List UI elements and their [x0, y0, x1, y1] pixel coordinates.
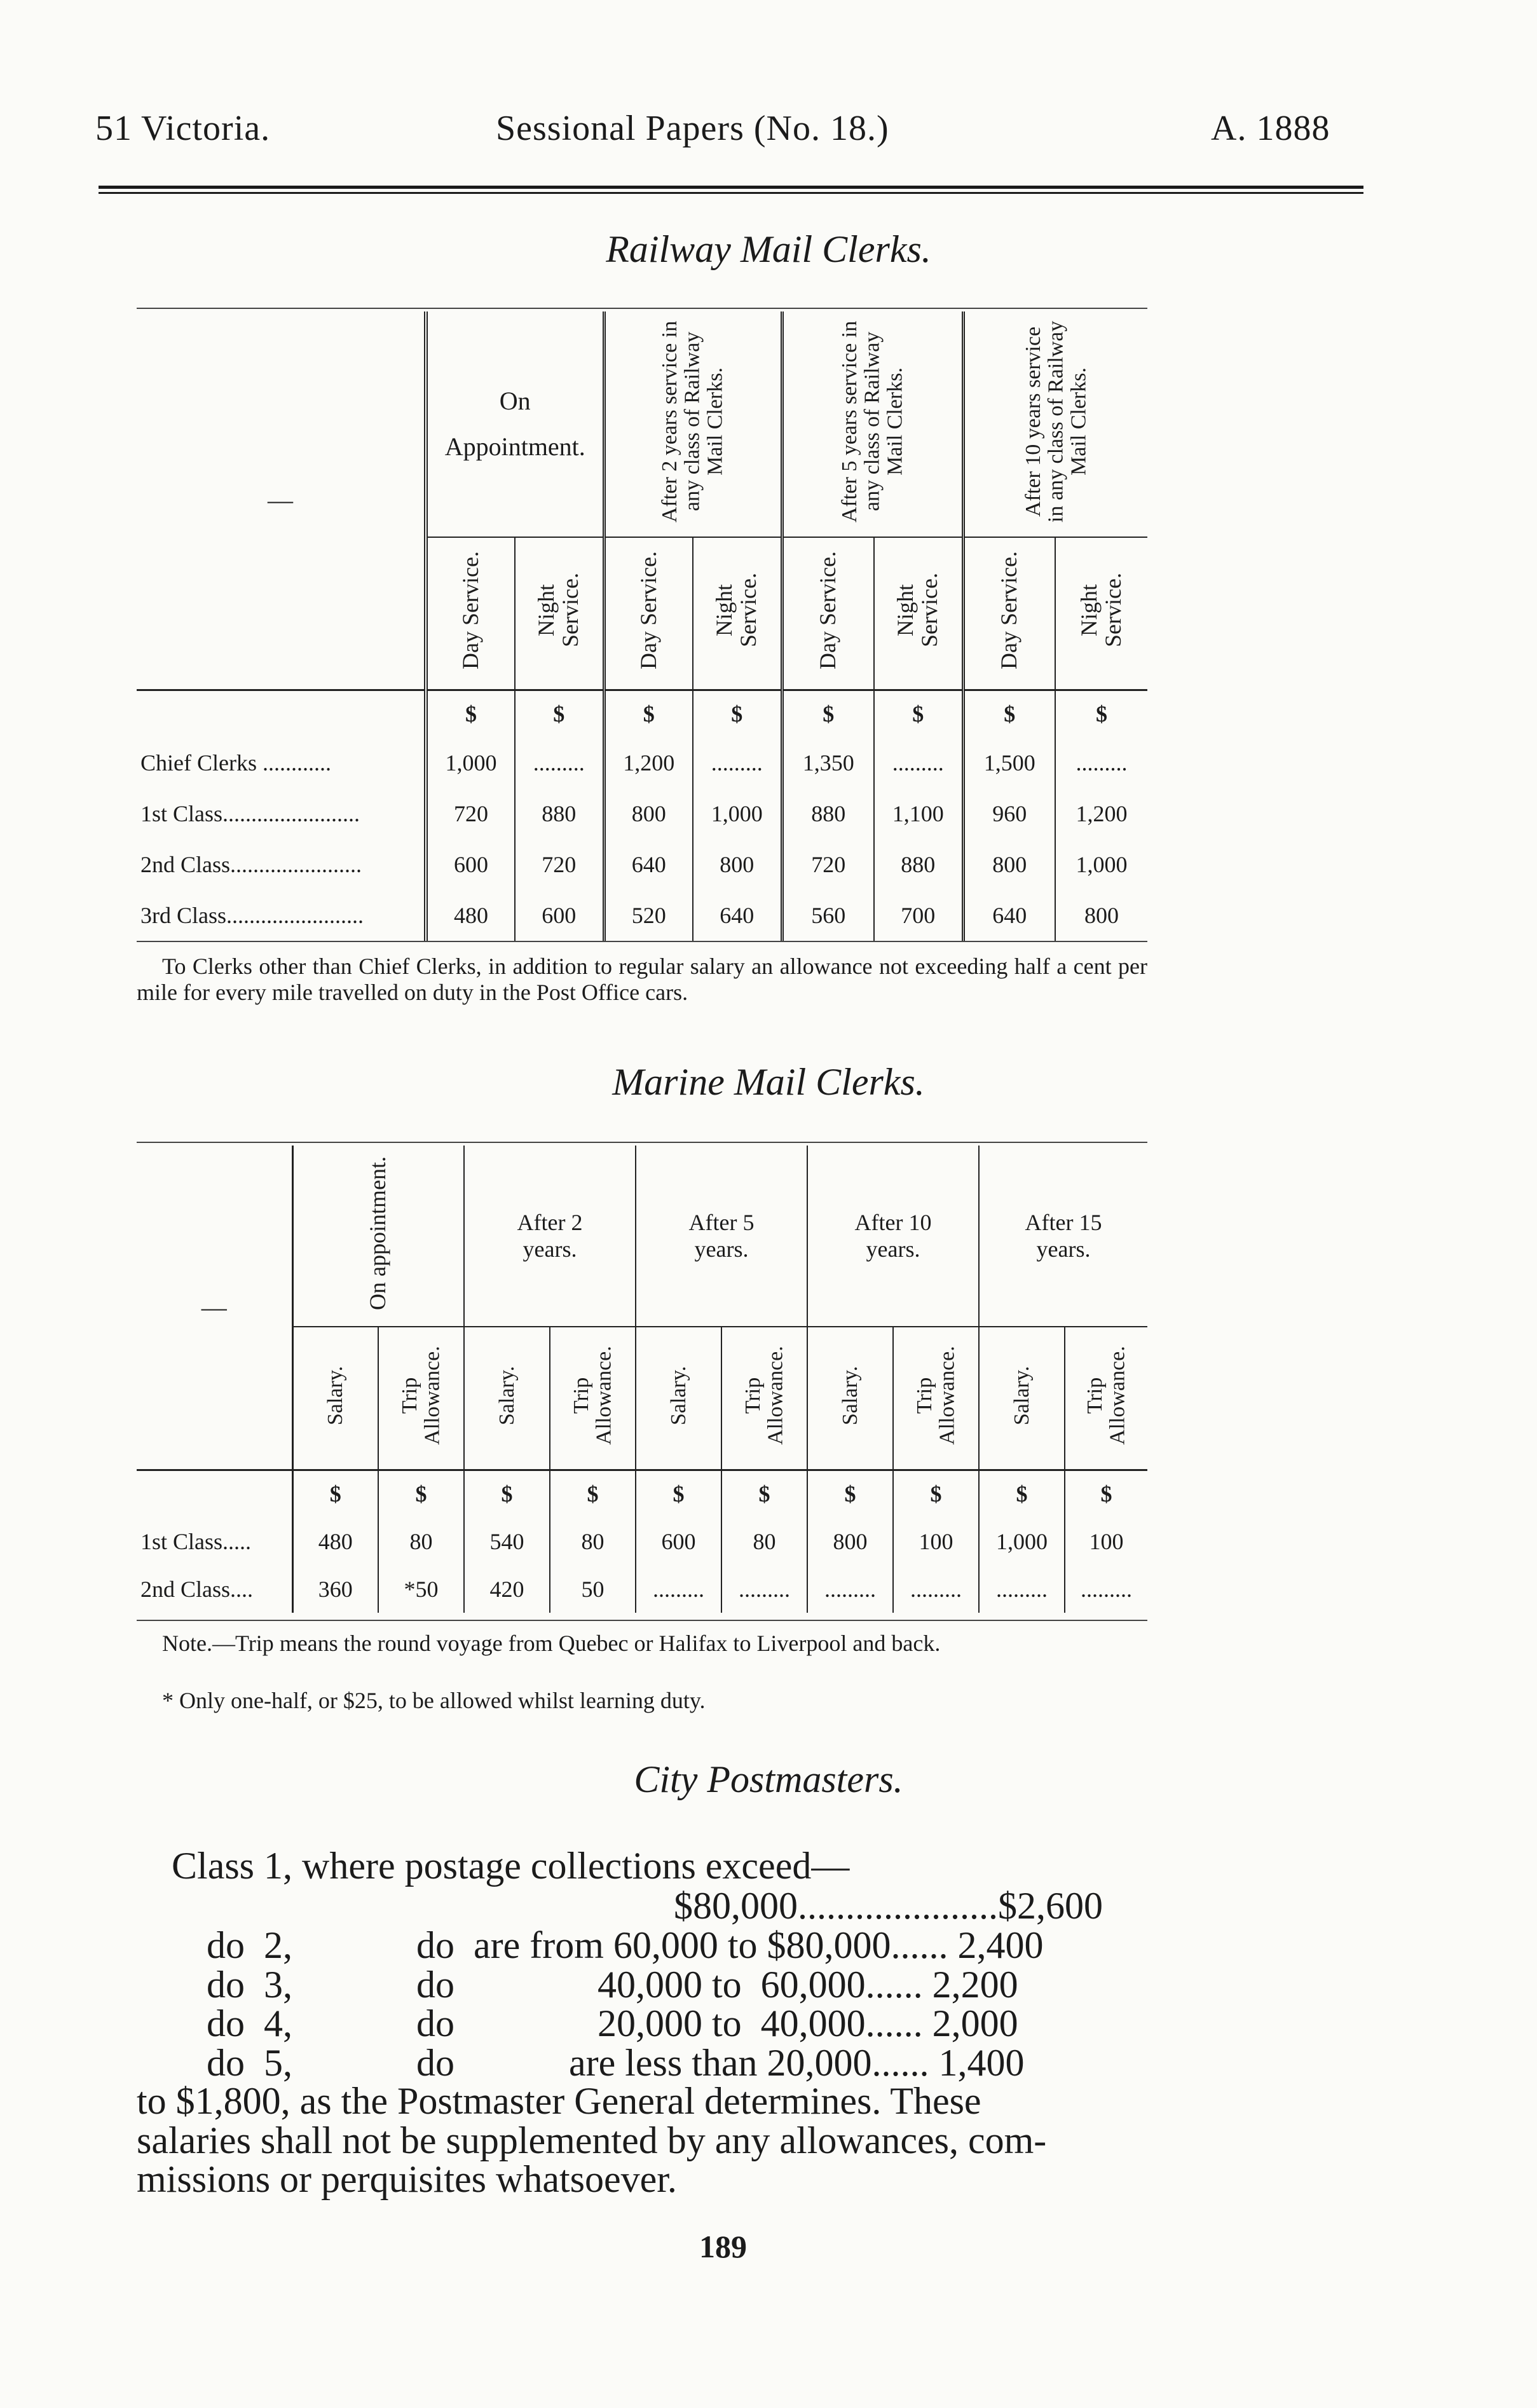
city-line: do 5, do are less than 20,000...... 1,400: [207, 2042, 1025, 2084]
currency-cell: $: [464, 1470, 550, 1517]
table-cell: 360: [292, 1565, 378, 1613]
marine-after5-header: After 5 years.: [636, 1146, 807, 1327]
marine-bottom-rule: [137, 1620, 1147, 1621]
table-cell: .........: [874, 737, 963, 788]
city-title: City Postmasters.: [634, 1758, 903, 1800]
row-label: 2nd Class.......................: [137, 839, 426, 890]
table-cell: 540: [464, 1517, 550, 1565]
currency-cell: $: [426, 690, 515, 737]
table-cell: 800: [963, 839, 1055, 890]
marine-table: [137, 1146, 1147, 1613]
table-cell: .........: [721, 1565, 807, 1613]
marine-trip-header: Trip Allowance.: [721, 1327, 807, 1470]
railway-night-header: Night Service.: [693, 537, 782, 690]
marine-salary-header: Salary.: [292, 1327, 378, 1470]
city-line: salaries shall not be supplemented by any allowances, com-: [137, 2119, 1047, 2161]
table-cell: 600: [426, 839, 515, 890]
table-cell: 480: [426, 890, 515, 941]
currency-cell: $: [636, 1470, 721, 1517]
table-cell: .........: [979, 1565, 1065, 1613]
currency-cell: $: [963, 690, 1055, 737]
marine-salary-header: Salary.: [636, 1327, 721, 1470]
table-cell: 100: [893, 1517, 979, 1565]
railway-top-rule: [137, 308, 1147, 309]
table-cell: 800: [604, 788, 693, 839]
table-cell: .........: [515, 737, 604, 788]
table-row: [137, 737, 1147, 788]
header-rule-2: [99, 192, 1363, 194]
table-cell: 800: [693, 839, 782, 890]
page-number: 189: [699, 2229, 747, 2264]
table-cell: .........: [1076, 750, 1128, 776]
marine-trip-header: Trip Allowance.: [893, 1327, 979, 1470]
currency-cell: $: [874, 690, 963, 737]
railway-currency-stub: [137, 690, 426, 737]
header-rule: [99, 186, 1363, 189]
railway-after10-header: After 10 years service in any class of Railway Mail Clerks.: [963, 311, 1147, 537]
header-volume: 51 Victoria.: [95, 109, 271, 148]
currency-cell: $: [292, 1470, 378, 1517]
table-cell: 480: [292, 1517, 378, 1565]
currency-cell: $: [893, 1470, 979, 1517]
table-row: [137, 788, 1147, 839]
city-line: do 4, do 20,000 to 40,000...... 2,000: [207, 2002, 1018, 2044]
currency-cell: $: [693, 690, 782, 737]
table-cell: .........: [636, 1565, 721, 1613]
railway-table: [137, 311, 1147, 941]
table-cell: 800: [807, 1517, 893, 1565]
table-cell: 640: [963, 890, 1055, 941]
row-label: 2nd Class....: [137, 1565, 292, 1613]
railway-night-header: Night Service.: [1055, 537, 1147, 690]
table-cell: 720: [426, 788, 515, 839]
railway-night-header: Night Service.: [515, 537, 604, 690]
marine-currency-stub: [137, 1470, 292, 1517]
railway-on-appointment-header: On Appointment.: [426, 311, 604, 537]
table-cell: 700: [874, 890, 963, 941]
city-line: missions or perquisites whatsoever.: [137, 2158, 677, 2200]
currency-cell: $: [979, 1470, 1065, 1517]
currency-cell: $: [807, 1470, 893, 1517]
currency-cell: $: [515, 690, 604, 737]
header-title: Sessional Papers (No. 18.): [496, 109, 889, 148]
table-cell: 1,200: [1076, 801, 1128, 826]
table-cell: 50: [550, 1565, 636, 1613]
currency-cell: $: [604, 690, 693, 737]
table-cell: 1,000: [426, 737, 515, 788]
table-cell: 520: [604, 890, 693, 941]
table-cell: 80: [721, 1517, 807, 1565]
table-cell: 640: [693, 890, 782, 941]
table-cell: 800: [1084, 903, 1119, 928]
currency-cell: $: [782, 690, 874, 737]
table-cell: *50: [378, 1565, 464, 1613]
marine-note: Note.—Trip means the round voyage from Quebec or Halifax to Liverpool and back.: [162, 1631, 941, 1656]
railway-day-header: Day Service.: [426, 537, 515, 690]
table-row: [137, 1565, 1147, 1613]
table-cell: 1,000: [979, 1517, 1065, 1565]
table-cell: 960: [963, 788, 1055, 839]
table-cell: 1,200: [604, 737, 693, 788]
currency-cell: $: [721, 1470, 807, 1517]
table-cell: 1,000: [1076, 852, 1128, 877]
row-label: 3rd Class........................: [137, 890, 426, 941]
currency-cell: $: [550, 1470, 636, 1517]
marine-footnote: * Only one-half, or $25, to be allowed whilst learning duty.: [162, 1688, 706, 1713]
table-row: [137, 839, 1147, 890]
row-label: 1st Class.....: [137, 1517, 292, 1565]
marine-salary-header: Salary.: [464, 1327, 550, 1470]
currency-cell: $: [378, 1470, 464, 1517]
city-line: Class 1, where postage collections exceed—: [172, 1845, 850, 1887]
table-cell: 720: [782, 839, 874, 890]
marine-after10-header: After 10 years.: [807, 1146, 979, 1327]
railway-after5-header: After 5 years service in any class of Railway Mail Clerks.: [782, 311, 963, 537]
marine-trip-header: Trip Allowance.: [550, 1327, 636, 1470]
table-cell: 80: [378, 1517, 464, 1565]
city-line: do 2, do are from 60,000 to $80,000...... 2,400: [207, 1924, 1044, 1966]
railway-note: To Clerks other than Chief Clerks, in addition to regular salary an allowance not exceeding half a cent per mile for every mile travelled on duty in the Post Office cars.: [137, 954, 1147, 1006]
row-label: Chief Clerks ............: [137, 737, 426, 788]
marine-after2-header: After 2 years.: [464, 1146, 636, 1327]
railway-stub-header: —: [137, 311, 426, 690]
table-cell: 1,100: [874, 788, 963, 839]
marine-top-rule: [137, 1142, 1147, 1143]
marine-on-appointment-header: On appointment.: [292, 1146, 464, 1327]
table-cell: 560: [782, 890, 874, 941]
railway-title: Railway Mail Clerks.: [606, 228, 931, 270]
table-cell: 880: [515, 788, 604, 839]
city-line: $80,000.....................$2,600: [674, 1885, 1103, 1927]
table-cell: .........: [693, 737, 782, 788]
city-line: do 3, do 40,000 to 60,000...... 2,200: [207, 1964, 1018, 2006]
marine-title: Marine Mail Clerks.: [612, 1061, 925, 1103]
table-cell: 720: [515, 839, 604, 890]
table-cell: 80: [550, 1517, 636, 1565]
marine-salary-header: Salary.: [979, 1327, 1065, 1470]
marine-salary-header: Salary.: [807, 1327, 893, 1470]
marine-after15-header: After 15 years.: [979, 1146, 1147, 1327]
railway-bottom-rule: [137, 941, 1147, 942]
header-document-id: A. 1888: [1211, 109, 1330, 148]
railway-day-header: Day Service.: [782, 537, 874, 690]
table-row: [137, 1517, 1147, 1565]
table-cell: .........: [1081, 1576, 1133, 1602]
table-cell: 640: [604, 839, 693, 890]
table-cell: 1,500: [963, 737, 1055, 788]
railway-day-header: Day Service.: [604, 537, 693, 690]
table-cell: .........: [893, 1565, 979, 1613]
railway-night-header: Night Service.: [874, 537, 963, 690]
table-cell: .........: [807, 1565, 893, 1613]
table-cell: 420: [464, 1565, 550, 1613]
city-line: to $1,800, as the Postmaster General determines. These: [137, 2080, 981, 2122]
table-row: [137, 890, 1147, 941]
table-cell: 1,350: [782, 737, 874, 788]
table-cell: 600: [636, 1517, 721, 1565]
table-cell: 1,000: [693, 788, 782, 839]
marine-trip-header: Trip Allowance.: [1065, 1327, 1147, 1470]
table-cell: 880: [782, 788, 874, 839]
currency-cell: $: [1096, 701, 1107, 727]
marine-stub-header: —: [137, 1146, 292, 1470]
table-cell: 600: [515, 890, 604, 941]
table-cell: 880: [874, 839, 963, 890]
currency-cell: $: [1100, 1481, 1112, 1507]
table-cell: 100: [1089, 1528, 1124, 1554]
railway-day-header: Day Service.: [963, 537, 1055, 690]
row-label: 1st Class........................: [137, 788, 426, 839]
railway-after2-header: After 2 years service in any class of Railway Mail Clerks.: [604, 311, 782, 537]
marine-trip-header: Trip Allowance.: [378, 1327, 464, 1470]
